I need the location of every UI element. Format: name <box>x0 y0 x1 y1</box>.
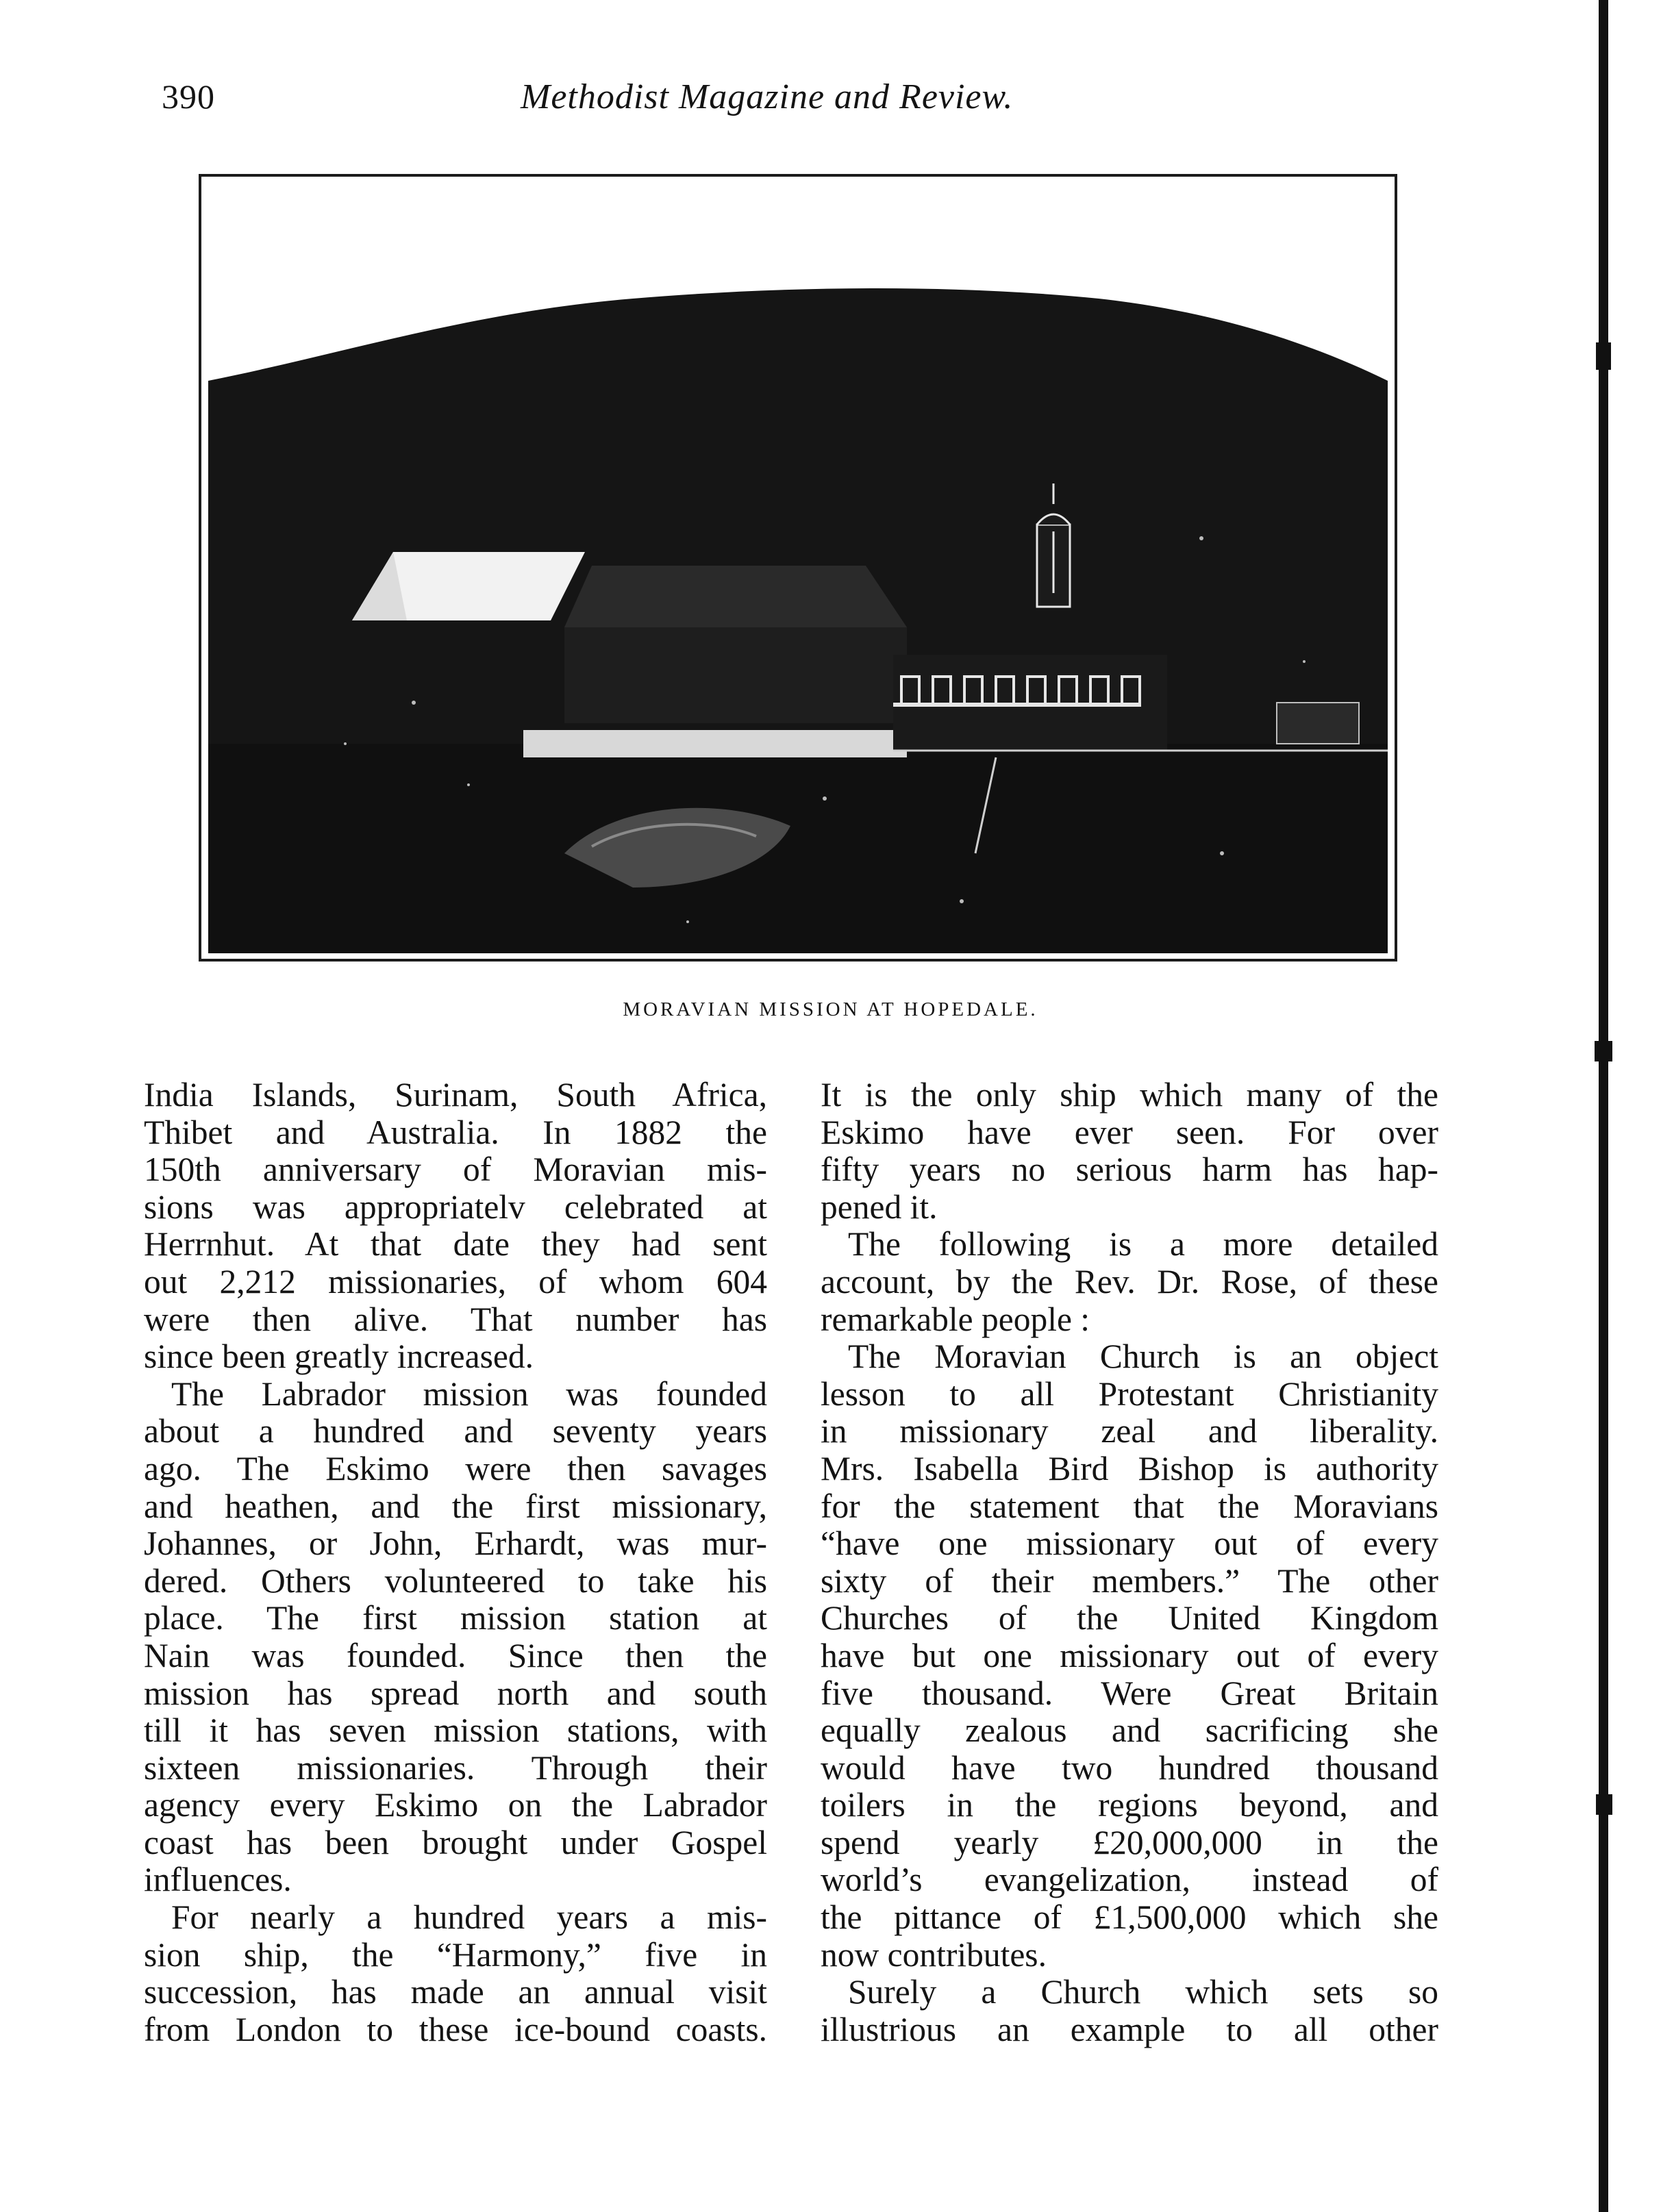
left-column-line: since been greatly increased. <box>144 1338 534 1376</box>
right-column-line: It is the only ship which many of the <box>821 1077 1438 1114</box>
left-column-line: sions was appropriatelv celebrated at <box>144 1188 767 1226</box>
right-column-line: lesson to all Protestant Christianity <box>821 1375 1438 1413</box>
left-column-line: till it has seven mission stations, with <box>144 1712 767 1750</box>
right-column-line: in missionary zeal and liberality. <box>821 1413 1438 1450</box>
left-column-line: out 2,212 missionaries, of whom 604 <box>144 1263 767 1300</box>
binding-edge <box>1595 0 1619 2212</box>
left-column <box>144 1077 767 2048</box>
left-column-line: were then alive. That number has <box>144 1300 767 1338</box>
right-column-line: toilers in the regions beyond, and <box>821 1787 1438 1824</box>
right-column-line: Eskimo have ever seen. For over <box>821 1114 1438 1151</box>
right-column-line: remarkable people : <box>821 1300 1090 1338</box>
right-column <box>821 1077 1438 2048</box>
left-column-line: about a hundred and seventy years <box>144 1413 767 1450</box>
right-column-line: would have two hundred thousand <box>821 1749 1438 1787</box>
left-column-line: 150th anniversary of Moravian mis- <box>144 1151 767 1189</box>
left-column-line: For nearly a hundred years a mis- <box>171 1899 767 1937</box>
left-column-line: sixteen missionaries. Through their <box>144 1749 767 1787</box>
right-column-line: equally zealous and sacrificing she <box>821 1712 1438 1750</box>
left-column-line: place. The first mission station at <box>144 1600 767 1637</box>
right-column-line: the pittance of £1,500,000 which she <box>821 1899 1438 1937</box>
right-column-line: world’s evangelization, instead of <box>821 1861 1438 1899</box>
left-column-line: dered. Others volunteered to take his <box>144 1562 767 1600</box>
left-column-line: Nain was founded. Since then the <box>144 1637 767 1674</box>
left-column-line: agency every Eskimo on the Labrador <box>144 1787 767 1824</box>
right-column-line: sixty of their members.” The other <box>821 1562 1438 1600</box>
left-column-line: The Labrador mission was founded <box>171 1375 767 1413</box>
right-column-line: account, by the Rev. Dr. Rose, of these <box>821 1263 1438 1300</box>
left-column-line: from London to these ice-bound coasts. <box>144 2011 767 2048</box>
left-column-line: Johannes, or John, Erhardt, was mur- <box>144 1525 767 1563</box>
running-title: Methodist Magazine and Review. <box>521 77 1014 116</box>
figure-caption: MORAVIAN MISSION AT HOPEDALE. <box>623 998 1038 1020</box>
right-column-line: Churches of the United Kingdom <box>821 1600 1438 1637</box>
right-column-line: pened it. <box>821 1188 938 1226</box>
left-column-line: sion ship, the “Harmony,” five in <box>144 1936 767 1974</box>
left-column-line: mission has spread north and south <box>144 1674 767 1712</box>
right-column-line: spend yearly £20,000,000 in the <box>821 1824 1438 1861</box>
right-column-line: illustrious an example to all other <box>821 2011 1438 2048</box>
left-column-line: influences. <box>144 1861 292 1899</box>
left-column-line: India Islands, Surinam, South Africa, <box>144 1077 767 1114</box>
left-column-line: and heathen, and the first missionary, <box>144 1487 767 1525</box>
left-column-line: coast has been brought under Gospel <box>144 1824 767 1861</box>
right-column-line: fifty years no serious harm has hap- <box>821 1151 1438 1189</box>
left-column-line: ago. The Eskimo were then savages <box>144 1450 767 1487</box>
left-column-line: succession, has made an annual visit <box>144 1974 767 2011</box>
right-column-line: for the statement that the Moravians <box>821 1487 1438 1525</box>
right-column-line: five thousand. Were Great Britain <box>821 1674 1438 1712</box>
right-column-line: Surely a Church which sets so <box>848 1974 1438 2011</box>
right-column-line: Mrs. Isabella Bird Bishop is authority <box>821 1450 1438 1487</box>
right-column-line: “have one missionary out of every <box>821 1525 1438 1563</box>
right-column-line: The Moravian Church is an object <box>848 1338 1438 1376</box>
right-column-line: now contributes. <box>821 1936 1047 1974</box>
page-number: 390 <box>162 77 215 116</box>
right-column-line: have but one missionary out of every <box>821 1637 1438 1674</box>
left-column-line: Thibet and Australia. In 1882 the <box>144 1114 767 1151</box>
hopedale-mission-illustration <box>208 182 1388 953</box>
right-column-line: The following is a more detailed <box>848 1226 1438 1264</box>
mission-photograph <box>199 174 1397 962</box>
left-column-line: Herrnhut. At that date they had sent <box>144 1226 767 1264</box>
